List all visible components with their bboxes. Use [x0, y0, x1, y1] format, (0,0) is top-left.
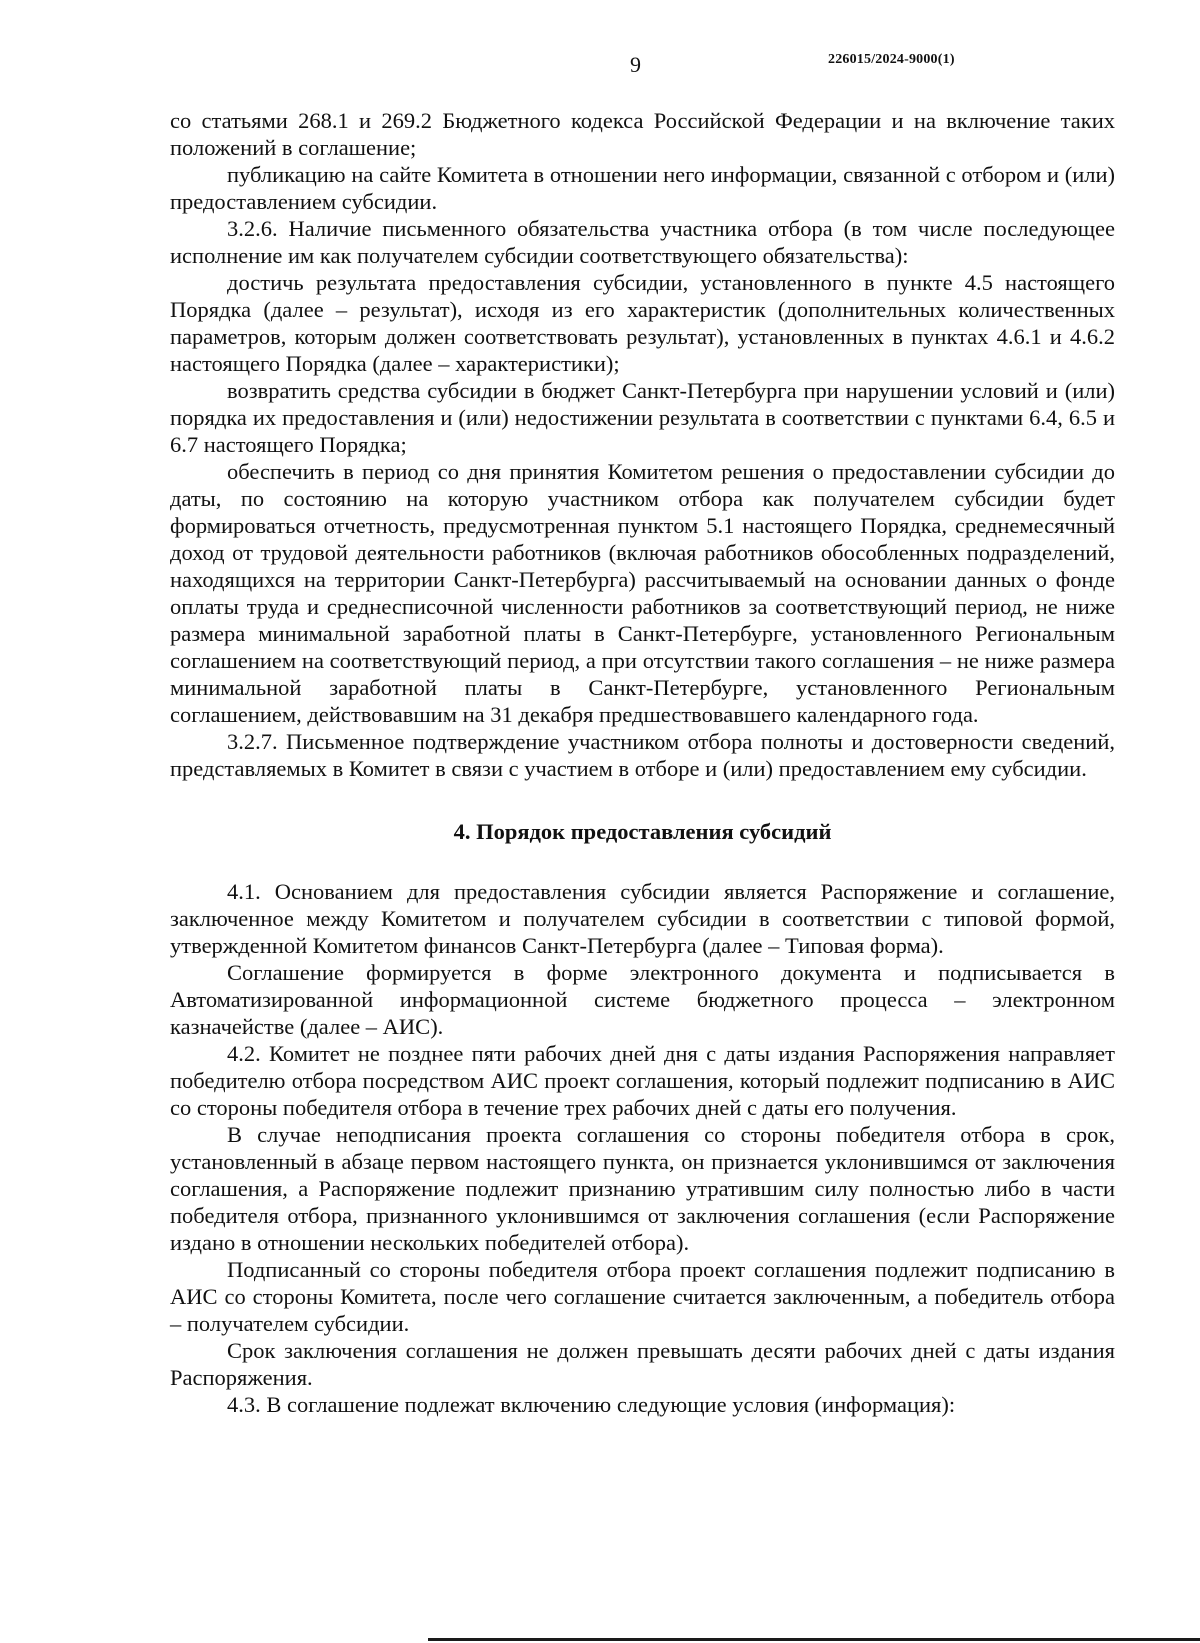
paragraph: 4.1. Основанием для предоставления субсидии является Распоряжение и соглашение, заключенное между Комитетом и получателем субсидии в соответствии с типовой формой, утвержденной Комитетом финансов Санкт-Петербурга (далее – Типовая форма).: [170, 879, 1115, 958]
document-body: [170, 107, 1115, 1418]
paragraph: Соглашение формируется в форме электронного документа и подписывается в Автоматизированной информационной системе бюджетного процесса – электронном казначействе (далее – АИС).: [170, 960, 1115, 1039]
paragraph: со статьями 268.1 и 269.2 Бюджетного кодекса Российской Федерации и на включение таких положений в соглашение;: [170, 108, 1115, 160]
paragraph: 3.2.7. Письменное подтверждение участником отбора полноты и достоверности сведений, представляемых в Комитет в связи с участием в отборе и (или) предоставлением ему субсидии.: [170, 729, 1115, 781]
paragraph: В случае неподписания проекта соглашения со стороны победителя отбора в срок, установленный в абзаце первом настоящего пункта, он признается уклонившимся от заключения соглашения, а Распоряжение подлежит признанию утратившим силу полностью либо в части победителя отбора, признанного уклонившимся от заключения соглашения (если Распоряжение издано в отношении нескольких победителей отбора).: [170, 1122, 1115, 1255]
page-number: 9: [630, 52, 641, 77]
paragraph: возвратить средства субсидии в бюджет Санкт-Петербурга при нарушении условий и (или) порядка их предоставления и (или) недостижении результата в соответствии с пунктами 6.4, 6.5 и 6.7 настоящего Порядка;: [170, 378, 1115, 457]
paragraph: 4.2. Комитет не позднее пяти рабочих дней дня с даты издания Распоряжения направляет победителю отбора посредством АИС проект соглашения, который подлежит подписанию в АИС со стороны победителя отбора в течение трех рабочих дней с даты его получения.: [170, 1041, 1115, 1120]
paragraph: публикацию на сайте Комитета в отношении него информации, связанной с отбором и (или) предоставлением субсидии.: [170, 162, 1115, 214]
paragraph: Срок заключения соглашения не должен превышать десяти рабочих дней с даты издания Распоряжения.: [170, 1338, 1115, 1390]
paragraph: обеспечить в период со дня принятия Комитетом решения о предоставлении субсидии до даты, по состоянию на которую участником отбора как получателем субсидии будет формироваться отчетность, предусмотренная пунктом 5.1 настоящего Порядка, среднемесячный доход от трудовой деятельности работников (включая работников обособленных подразделений, находящихся на территории Санкт-Петербурга) рассчитываемый на основании данных о фонде оплаты труда и среднесписочной численности работников за соответствующий период, не ниже размера минимальной заработной платы в Санкт-Петербурге, установленного Региональным соглашением на соответствующий период, а при отсутствии такого соглашения – не ниже размера минимальной заработной платы в Санкт-Петербурге, установленного Региональным соглашением, действовавшим на 31 декабря предшествовавшего календарного года.: [170, 459, 1115, 727]
section-heading: 4. Порядок предоставления субсидий: [453, 819, 832, 844]
scan-edge-line: [428, 1638, 1200, 1641]
paragraph: 4.3. В соглашение подлежат включению следующие условия (информация):: [227, 1392, 956, 1417]
paragraph: 3.2.6. Наличие письменного обязательства участника отбора (в том числе последующее исполнение им как получателем субсидии соответствующего обязательства):: [170, 216, 1115, 268]
paragraph: Подписанный со стороны победителя отбора проект соглашения подлежит подписанию в АИС со стороны Комитета, после чего соглашение считается заключенным, а победитель отбора – получателем субсидии.: [170, 1257, 1115, 1336]
document-id: 226015/2024-9000(1): [828, 52, 955, 67]
paragraph: достичь результата предоставления субсидии, установленного в пункте 4.5 настоящего Порядка (далее – результат), исходя из его характеристик (дополнительных количественных параметров, которым должен соответствовать результат), установленных в пунктах 4.6.1 и 4.6.2 настоящего Порядка (далее – характеристики);: [170, 270, 1115, 376]
